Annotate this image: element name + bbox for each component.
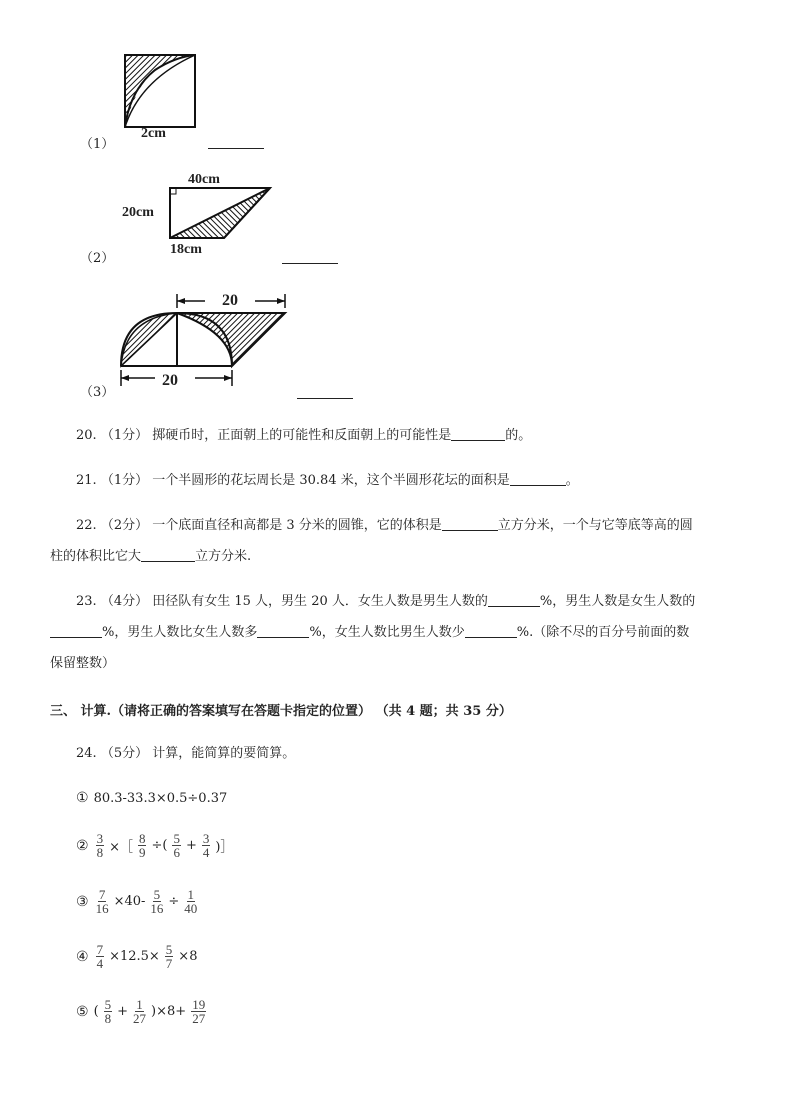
question-score: （1分） <box>100 428 149 443</box>
item-mark: ④ <box>76 948 89 965</box>
figure-2-dim-left: 20cm <box>122 205 154 220</box>
question-text: 田径队有女生 15 人，男生 20 人．女生人数是男生人数的 <box>152 594 488 609</box>
operator: ( <box>93 1004 99 1019</box>
question-text-end: 立方分米. <box>195 549 252 564</box>
figure-2-answer-blank[interactable] <box>282 263 338 264</box>
question-score: （4分） <box>100 594 149 609</box>
question-number: 22. <box>76 518 97 533</box>
calc-item-5 <box>76 998 208 1025</box>
operator: + <box>117 1004 129 1019</box>
question-22 <box>76 517 693 535</box>
fraction: $\frac{5}{6}$ <box>173 831 180 860</box>
question-text-mid: %，男生人数是女生人数的 <box>539 594 696 609</box>
question-text: %.（除不尽的百分号前面的数 <box>516 625 690 640</box>
fraction: $\frac{1}{27}$ <box>133 997 147 1026</box>
item-mark: ② <box>76 837 89 854</box>
figure-3-answer-blank[interactable] <box>297 398 353 399</box>
figure-1-answer-blank[interactable] <box>208 148 264 149</box>
calc-item-3 <box>76 888 199 915</box>
operator: + <box>185 838 197 853</box>
calc-item-4 <box>76 943 197 970</box>
operator: ×40- <box>113 894 146 909</box>
expression: 80.3-33.3×0.5÷0.37 <box>93 790 228 806</box>
operator: ×8 <box>178 949 198 964</box>
figure-2-dim-bottom: 18cm <box>170 242 202 257</box>
question-23-line3: 保留整数） <box>50 656 116 671</box>
question-21 <box>76 472 579 490</box>
fraction: $\frac{19}{27}$ <box>192 997 206 1026</box>
question-24 <box>76 745 295 763</box>
fraction: $\frac{7}{4}$ <box>96 942 104 971</box>
figure-3-drawing <box>115 288 295 388</box>
calc-item-1 <box>76 790 227 806</box>
answer-blank[interactable] <box>141 548 195 562</box>
fraction: $\frac{5}{8}$ <box>104 997 112 1026</box>
figure-1-label: （1） <box>80 137 115 152</box>
operator: ÷( <box>151 838 168 853</box>
operator: )×8+ <box>151 1004 187 1019</box>
question-23 <box>76 593 695 611</box>
answer-blank[interactable] <box>510 472 566 486</box>
calc-item-2 <box>76 832 233 859</box>
question-score: （2分） <box>100 518 149 533</box>
figure-2-drawing <box>160 180 280 250</box>
fraction: $\frac{1}{40}$ <box>184 887 198 916</box>
question-text-end: 的。 <box>505 428 532 443</box>
figure-3-label: （3） <box>80 385 115 400</box>
fraction: $\frac{3}{8}$ <box>96 831 104 860</box>
operator: ×［ <box>109 840 133 855</box>
question-number: 24. <box>76 746 97 761</box>
question-number: 20. <box>76 428 97 443</box>
question-text-mid: 立方分米，一个与它等底等高的圆 <box>497 518 693 533</box>
question-number: 23. <box>76 594 97 609</box>
question-text: 一个底面直径和高都是 3 分米的圆锥，它的体积是 <box>152 518 442 533</box>
answer-blank[interactable] <box>257 624 309 638</box>
answer-blank[interactable] <box>442 517 498 531</box>
fraction: $\frac{3}{4}$ <box>202 831 210 860</box>
answer-blank[interactable] <box>465 624 517 638</box>
fraction: $\frac{5}{16}$ <box>150 887 164 916</box>
question-score: （5分） <box>100 746 149 761</box>
question-text: 计算，能简算的要简算。 <box>152 746 296 761</box>
figure-3 <box>115 288 295 388</box>
item-mark: ⑤ <box>76 1003 89 1020</box>
operator: ×12.5× <box>109 949 160 964</box>
fraction: $\frac{7}{16}$ <box>95 887 109 916</box>
fraction: $\frac{8}{9}$ <box>138 831 146 860</box>
question-20 <box>76 427 531 445</box>
question-text: %，女生人数比男生人数少 <box>309 625 465 640</box>
operator: ÷ <box>168 894 180 909</box>
operator: )］ <box>215 840 234 855</box>
answer-blank[interactable] <box>488 593 540 607</box>
question-22-line2 <box>50 548 251 566</box>
answer-blank[interactable] <box>50 624 102 638</box>
item-mark: ① <box>76 790 89 806</box>
answer-blank[interactable] <box>451 427 505 441</box>
question-number: 21. <box>76 473 97 488</box>
figure-2-dim-top: 40cm <box>188 172 220 187</box>
question-text-end: 。 <box>565 473 579 488</box>
question-text: 掷硬币时，正面朝上的可能性和反面朝上的可能性是 <box>152 428 452 443</box>
fraction: $\frac{5}{7}$ <box>165 942 173 971</box>
figure-2 <box>160 180 280 250</box>
question-text: 柱的体积比它大 <box>50 549 142 564</box>
question-text: 一个半圆形的花坛周长是 30.84 米，这个半圆形花坛的面积是 <box>152 473 510 488</box>
figure-2-label: （2） <box>80 251 115 266</box>
question-23-line2 <box>50 624 689 642</box>
section-heading: 三、 计算.（请将正确的答案填写在答题卡指定的位置） （共 4 题；共 35 分） <box>50 704 512 719</box>
question-score: （1分） <box>100 473 149 488</box>
figure-3-dim-bottom: 20 <box>162 372 178 389</box>
question-text: %，男生人数比女生人数多 <box>102 625 258 640</box>
item-mark: ③ <box>76 893 89 910</box>
figure-3-dim-top: 20 <box>222 292 238 309</box>
figure-1-dim: 2cm <box>141 126 166 141</box>
